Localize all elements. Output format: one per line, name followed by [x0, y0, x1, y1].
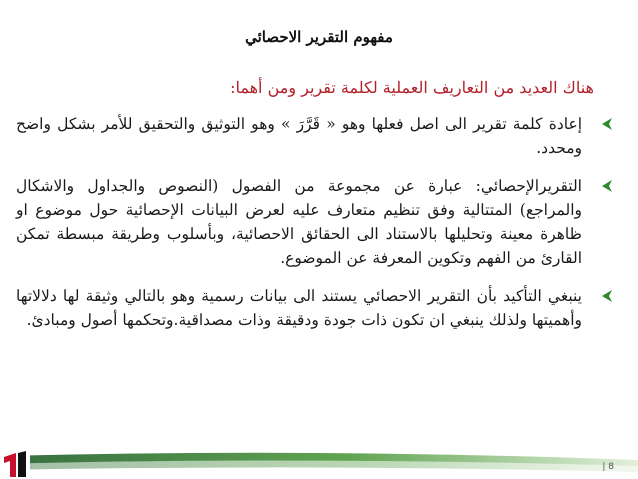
bullet-item-3: [16, 284, 616, 332]
footer-bar: [0, 450, 638, 479]
bullet-text-1: إعادة كلمة تقرير الى اصل فعلها وهو « قَرَّرَ » وهو التوثيق والتحقيق للأمر بشكل واضح ومحدد.: [16, 115, 582, 157]
logo-icon: [0, 449, 30, 479]
slide-subtitle: هناك العديد من التعاريف العملية لكلمة تقرير ومن أهما:: [230, 78, 594, 97]
arrow-bullet-icon: [598, 116, 614, 132]
bullet-item-2: [16, 174, 616, 270]
slide-title: مفهوم التقرير الاحصائي: [245, 28, 393, 46]
bullet-list: [16, 112, 616, 346]
bullet-text-3: ينبغي التأكيد بأن التقرير الاحصائي يستند الى بيانات رسمية وهو بالتالي وثيقة لها دلالاتها وأهميتها ولذلك ينبغي ان تكون ذات جودة ودقيقة وذات مصداقية.وتحكمها أصول ومبادئ.: [16, 287, 582, 329]
page-number: | 8: [602, 462, 614, 472]
bullet-item-1: [16, 112, 616, 160]
arrow-bullet-icon: [598, 288, 614, 304]
bullet-text-2: التقريرالإحصائي: عبارة عن مجموعة من الفصول (النصوص والجداول والاشكال والمراجع) المتتالية وفق تنظيم متعارف عليه لعرض البيانات الإحصائية حول موضوع او ظاهرة معينة وتحليلها بالاستناد الى الحقائق الاحصائية، وبأسلوب وطريقة مبسطة تمكن القارئ من الفهم وتكوين المعرفة عن الموضوع.: [16, 177, 582, 267]
arrow-bullet-icon: [598, 178, 614, 194]
